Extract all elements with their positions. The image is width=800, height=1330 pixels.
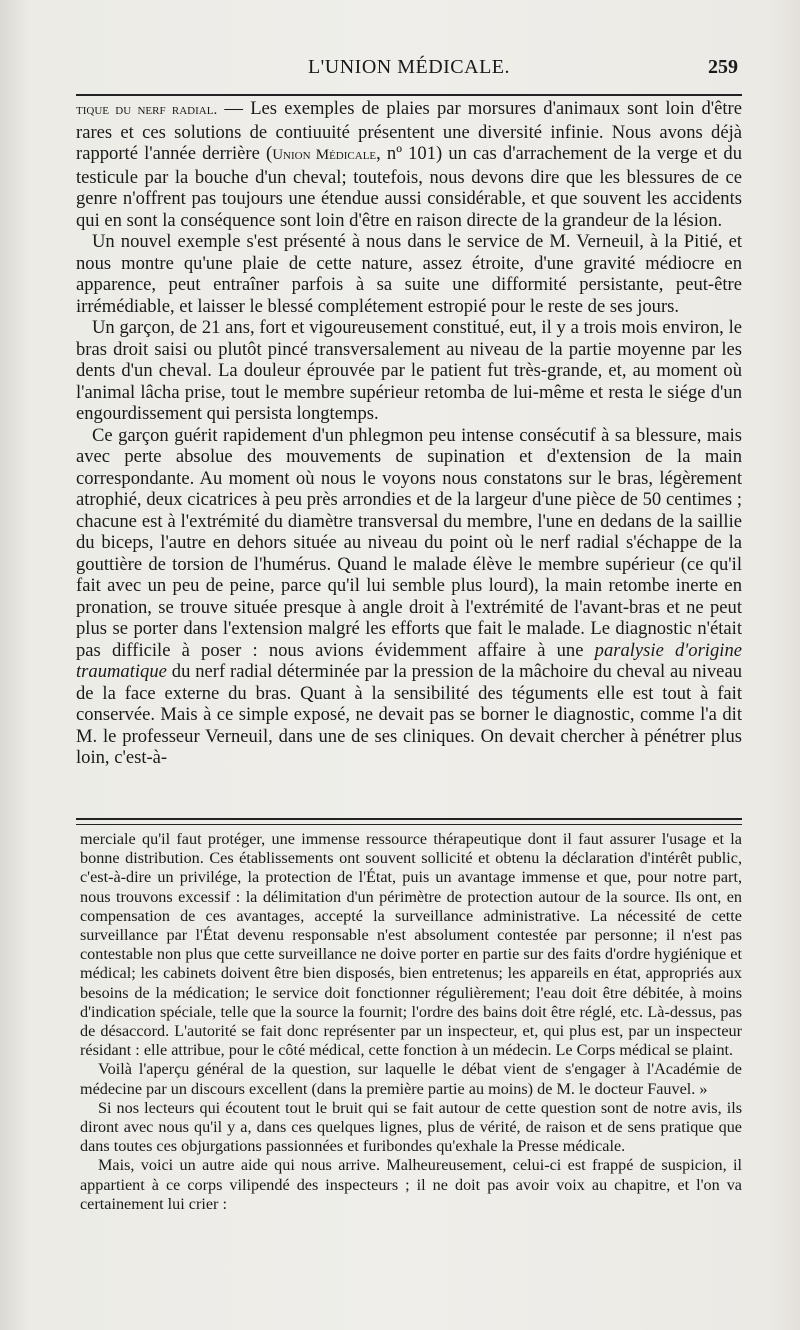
feuilleton-paragraph: merciale qu'il faut protéger, une immense ressource thérapeutique dont il faut assurer l'usage et la bonne distribution. Ces établissements ont souvent sollicité et obtenu la déclaration d'intérêt public, c'est-à-dire un privilége, la protection de l'État, puis un avantage immense et que, pour notre part, nous trouvons excessif : la délimitation d'un périmètre de protection autour de la source. Ils ont, en compensation de ces avantages, accepté la surveillance administrative. La nécessité de cette surveillance par l'État devenu responsable n'est absolument contestée par personne; il n'est pas contestable non plus que cette surveillance ne doive porter en partie sur des faits d'ordre hygiénique et médical; les cabinets doivent être bien disposés, bien entretenus; les appareils en état, appropriés aux besoins de la médication; le service doit fonctionner régulièrement; l'eau doit être débitée, à moins d'indication spéciale, telle que la source la fournit; l'ordre des bains doit être réglé, etc. Là-dessus, pas de désaccord. L'autorité se fait donc représenter par un inspecteur, et, qui plus est, par un inspecteur résidant : elle attribue, pour le côté médical, cette fonction à un médecin. Le Corps médical se plaint. <box>80 830 742 1060</box>
article-paragraph: Un garçon, de 21 ans, fort et vigoureusement constitué, eut, il y a trois mois environ, le bras droit saisi ou plutôt pincé transversalement au niveau de la partie moyenne par les dents d'un cheval. La douleur éprouvée par le patient fut très-grande, et, au moment où l'animal lâcha prise, tout le membre supérieur retomba de lui-même et resta le siége d'un engourdissement qui persista longtemps. <box>76 317 742 424</box>
running-title: L'UNION MÉDICALE. <box>307 56 511 78</box>
journal-name: Union Médicale <box>272 147 377 163</box>
section-heading: tique du nerf radial. <box>76 102 218 118</box>
page-header <box>76 56 742 84</box>
feuilleton-paragraph: Voilà l'aperçu général de la question, sur laquelle le débat vient de s'engager à l'Académie de médecine par un discours excellent (dans la première partie au moins) de M. le docteur Fauvel. » <box>80 1060 742 1098</box>
paragraph-text: Ce garçon guérit rapidement d'un phlegmon peu intense consécutif à sa blessure, mais avec perte absolue des mouvements de supination et d'extension de la main correspondante. Au moment où nous le voyons nous constatons sur le bras, légèrement atrophié, deux cicatrices à peu près arrondies et de la largeur d'une pièce de 50 centimes ; chacune est à l'extrémité du diamètre transversal du membre, l'une en dedans de la saillie du biceps, l'autre en dehors située au niveau du point où le nerf radial s'échappe de la gouttière de torsion de l'humérus. Quand le malade élève le membre supérieur (ce qu'il fait avec un peu de peine, parce qu'il lui semble plus lourd), la main retombe inerte en pronation, se trouve située presque à angle droit à l'extrémité de l'avant-bras et ne peut plus se porter dans l'extension malgré les efforts que fait le malade. Le diagnostic n'était pas difficile à poser : nous avions évidemment affaire à une <box>76 424 742 661</box>
page-number: 259 <box>708 56 738 78</box>
paragraph-text: , nº 101) un cas d'arrachement de la verge et du testicule par la bouche d'un cheval; toutefois, nous devons dire que les blessures de ce genre n'offrent pas toujours une étendue aussi considérable, et que souvent les accidents qui en sont la conséquence sont loin d'être en raison directe de la grandeur de la lésion. <box>76 143 742 231</box>
header-rule <box>76 94 742 96</box>
article-paragraph <box>76 98 742 231</box>
feuilleton-divider <box>76 818 742 825</box>
emphasis-text: paralysie d'origine traumatique <box>76 639 742 682</box>
main-article <box>76 98 742 769</box>
paragraph-text: du nerf radial déterminée par la pression de la mâchoire du cheval au niveau de la face externe du bras. Quant à la sensibilité des téguments elle est tout à fait conservée. Mais à ce simple exposé, ne devait pas se borner le diagnostic, comme l'a dit M. le professeur Verneuil, dans une de ses cliniques. On devait chercher à pénétrer plus loin, c'est-à- <box>76 661 742 768</box>
article-paragraph <box>76 425 742 769</box>
article-paragraph: Un nouvel exemple s'est présenté à nous dans le service de M. Verneuil, à la Pitié, et nous montre qu'une plaie de cette nature, assez étroite, d'une gravité médiocre en apparence, peut entraîner parfois à sa suite une difformité persistante, peut-être irrémédiable, et laisser le blessé complétement estropié pour le reste de ses jours. <box>76 231 742 317</box>
paragraph-text: — Les exemples de plaies par morsures d'animaux sont loin d'être rares et ces solutions de contiuuité présentent une diversité infinie. Nous avons déjà rapporté l'année derrière ( <box>76 98 742 164</box>
feuilleton-paragraph: Si nos lecteurs qui écoutent tout le bruit qui se fait autour de cette question sont de notre avis, ils diront avec nous qu'il y a, dans ces quelques lignes, plus de vérité, de raison et de sens pratique que dans toutes ces objurgations passionnées et furibondes qu'exhale la Presse médicale. <box>80 1098 742 1156</box>
feuilleton-section <box>80 830 742 1214</box>
feuilleton-paragraph: Mais, voici un autre aide qui nous arrive. Malheureusement, celui-ci est frappé de suspicion, il appartient à ce corps vilipendé des inspecteurs ; il ne doit pas avoir voix au chapitre, et l'on va certainement lui crier : <box>80 1156 742 1213</box>
